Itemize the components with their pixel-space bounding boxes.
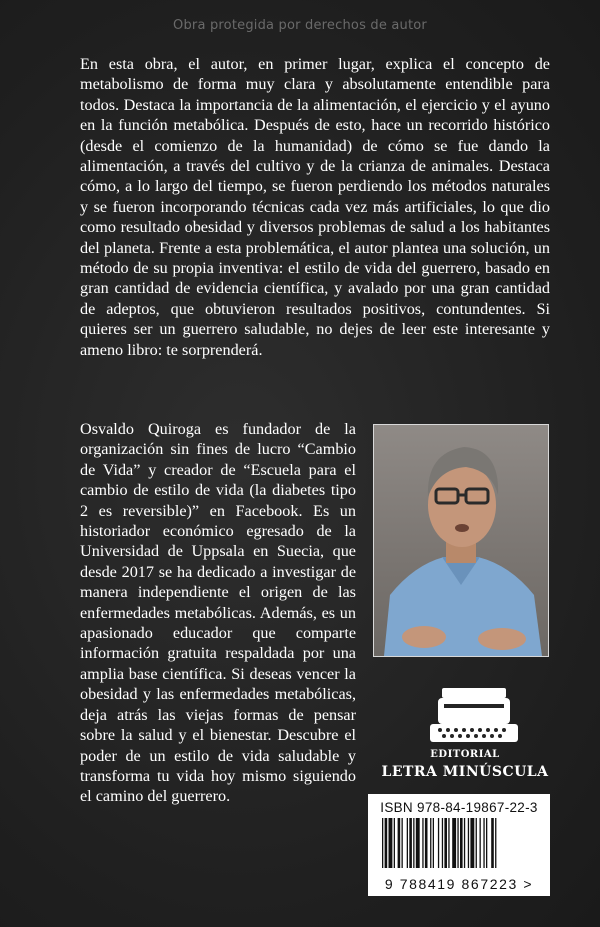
isbn-text: ISBN 978-84-19867-22-3 bbox=[380, 800, 538, 815]
ean-number: 9 788419 867223 > bbox=[384, 876, 534, 892]
author-bio: Osvaldo Quiroga es fundador de la organización sin fines de lucro “Cambio de Vida” y creador de “Escuela para el cambio de estilo de vida (la diabetes tipo 2 es reversible)” en Facebook. Es un historiador económico egresado de la Universidad de Uppsala en Suecia, que desde 2017 se ha dedicado a investigar de manera independiente el origen de las enfermedades metabólicas. Además, es un apasionado educador que comparte información gratuita respaldada por una amplia base científica. Si deseas vencer la obesidad y las enfermedades metabólicas, deja atrás las viejas formas de pensar sobre la salud y el bienestar. Descubre el poder de un estilo de vida saludable y transforma tu vida hoy mismo siguiendo el camino del guerrero. bbox=[80, 420, 356, 806]
typewriter-icon bbox=[410, 686, 540, 746]
author-portrait-icon bbox=[374, 425, 548, 656]
copyright-watermark-top: Obra protegida por derechos de autor bbox=[173, 18, 427, 33]
author-photo bbox=[373, 424, 549, 657]
publisher-label-editorial: EDITORIAL bbox=[430, 749, 500, 760]
book-synopsis: En esta obra, el autor, en primer lugar, explica el concepto de metabolismo de forma muy clara y absolutamente entendible para todos. Destaca la importancia de la alimentación, el ejercicio y el ayuno en la función metabólica. Después de esto, hace un recorrido histórico (desde el comienzo de la humanidad) de cómo se fue dando la alimentación, a través del cultivo y de la crianza de animales. Destaca cómo, a lo largo del tiempo, se fueron perdiendo los métodos naturales y se fueron incorporando técnicas cada vez más artificiales, lo que dio como resultado obesidad y diversos problemas de salud a los habitantes del planeta. Frente a esta problemática, el autor plantea una solución, un método de su propia inventiva: el estilo de vida del guerrero, basado en gran cantidad de evidencia científica, y avalado por una gran cantidad de adeptos, que obtuvieron resultados positivos, contundentes. Si quieres ser un guerrero saludable, no dejes de leer este interesante y ameno libro: te sorprenderá. bbox=[80, 55, 550, 359]
publisher-name: LETRA MINÚSCULA bbox=[381, 764, 549, 780]
